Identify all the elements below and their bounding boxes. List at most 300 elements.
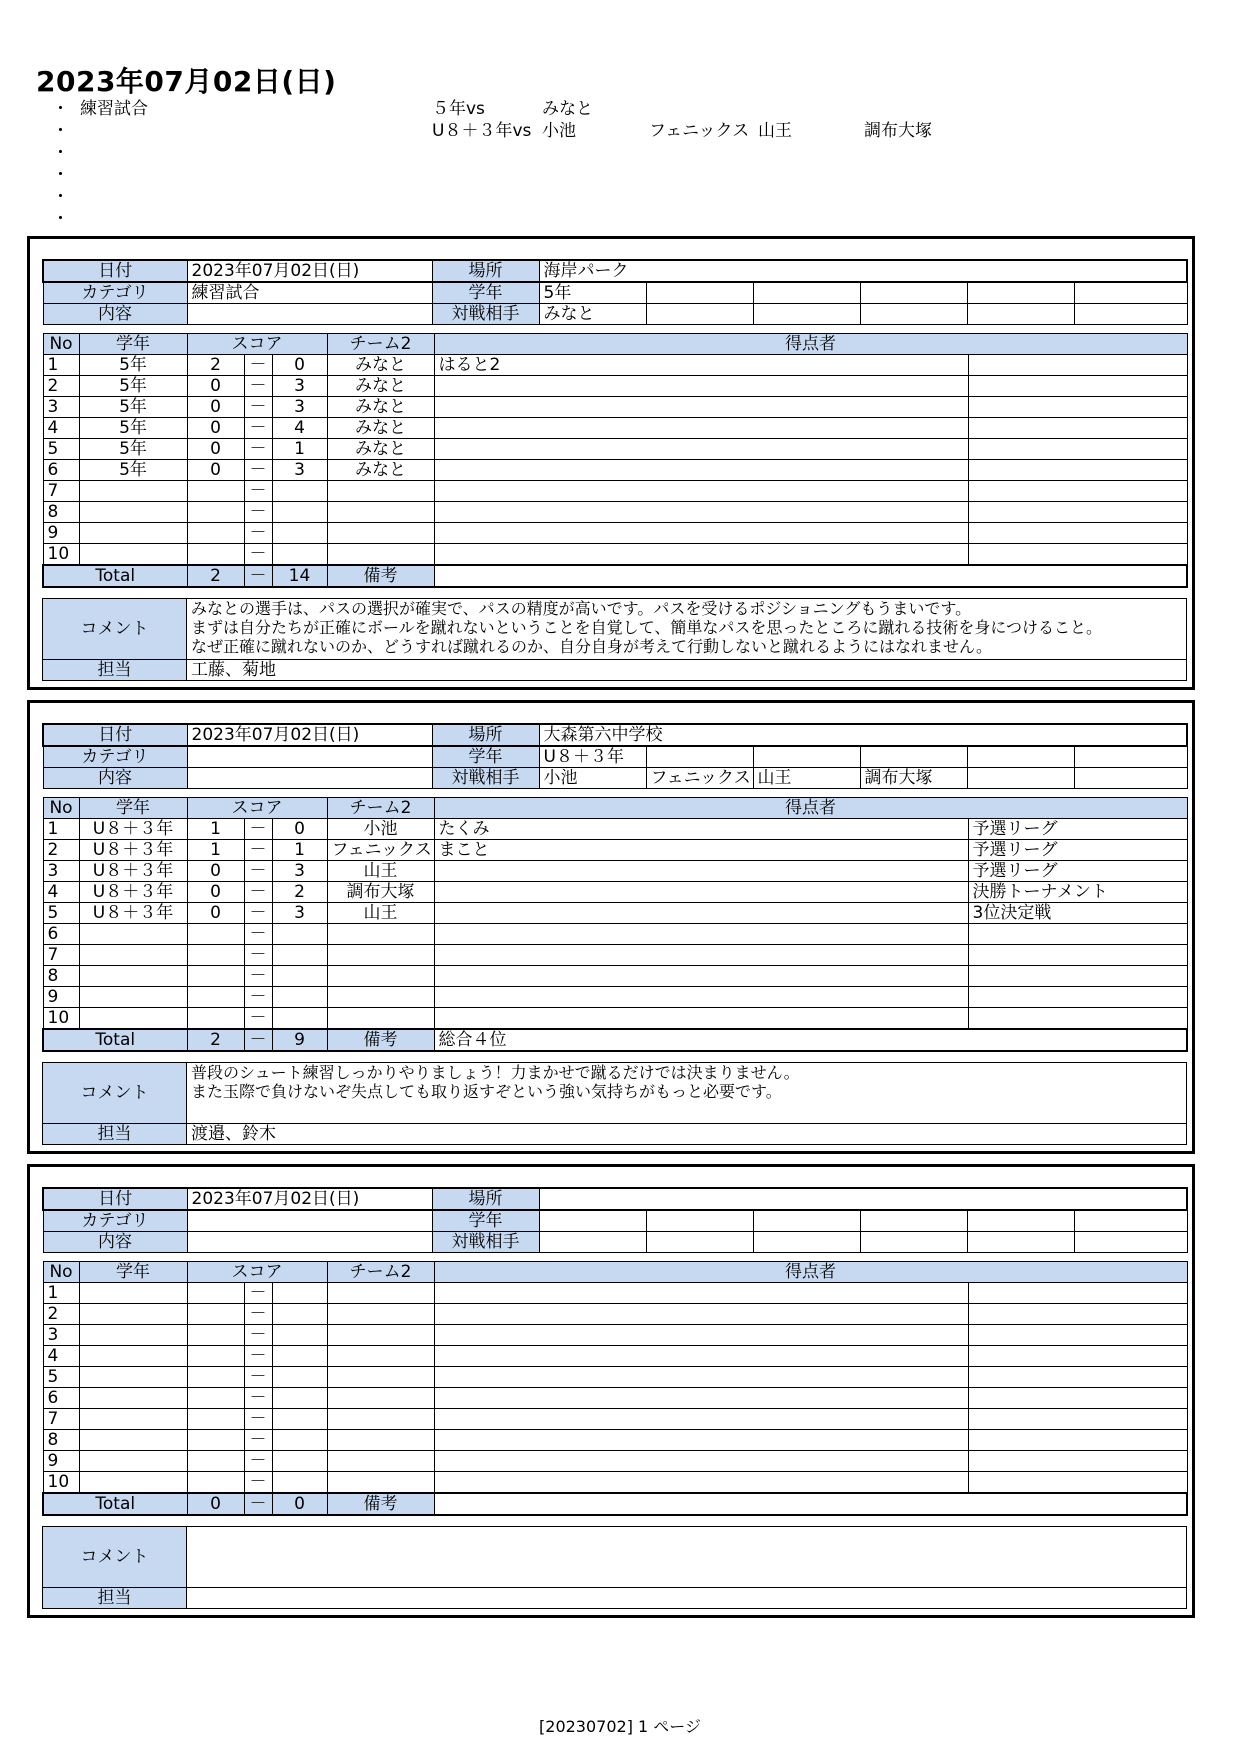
score-dash: － [244,903,272,924]
team2-name: みなと [327,439,434,460]
match-note [968,1472,1187,1494]
match-grade [79,1008,187,1030]
place-label: 場所 [432,1188,539,1210]
comment-label: コメント [43,1527,187,1588]
match-no: 7 [43,481,79,502]
match-note [968,1430,1187,1451]
team2-header: チーム2 [327,798,434,819]
match-grade [79,1283,187,1304]
no-header: No [43,798,79,819]
score-home: 0 [187,882,244,903]
score-away: 3 [272,861,327,882]
match-note [968,439,1187,460]
comment-line: みなとの選手は、パスの選択が確実で、パスの精度が高いです。パスを受けるポジショニングもうまいです。 [191,599,972,618]
empty-cell [1074,1210,1187,1232]
table-row [43,502,1187,523]
score-home: 0 [187,418,244,439]
match-grade: U８＋３年 [79,819,187,840]
summary-row [52,186,1152,208]
scorers [434,1325,968,1346]
score-dash: － [244,966,272,987]
score-dash: － [244,840,272,861]
summary-match: U８＋３年vs [432,121,532,141]
match-grade [79,1304,187,1325]
grade-header: 学年 [79,798,187,819]
remarks-value [434,565,1187,587]
content-label: 内容 [43,304,187,325]
score-dash: － [244,861,272,882]
match-note [968,355,1187,376]
score-away: 3 [272,460,327,481]
team2-name: みなと [327,376,434,397]
match-note: 3位決定戦 [968,903,1187,924]
scorers [434,460,968,481]
place-value: 海岸パーク [539,260,1187,282]
total-label: Total [43,1029,187,1051]
scorers [434,903,968,924]
table-row [43,1388,1187,1409]
match-note [968,523,1187,544]
opponent-value [646,304,753,325]
table-row [43,376,1187,397]
scorers [434,418,968,439]
table-row [43,1008,1187,1030]
table-row [43,987,1187,1008]
opponent-value [860,1232,967,1253]
score-away: 3 [272,903,327,924]
team2-name [327,1451,434,1472]
match-no: 5 [43,1367,79,1388]
empty-cell [860,1210,967,1232]
team2-header: チーム2 [327,334,434,355]
match-grade [79,945,187,966]
page-footer: [20230702] 1 ページ [539,1717,701,1736]
team2-name [327,945,434,966]
match-note [968,1451,1187,1472]
staff-value: 渡邉、鈴木 [187,1124,1187,1145]
scorers [434,966,968,987]
match-grade: 5年 [79,397,187,418]
empty-cell [860,746,967,768]
score-dash: － [244,481,272,502]
grade-label: 学年 [432,1210,539,1232]
match-note [968,376,1187,397]
staff-label: 担当 [43,1124,187,1145]
match-note: 予選リーグ [968,861,1187,882]
table-row [43,1346,1187,1367]
match-grade: 5年 [79,376,187,397]
table-row [43,966,1187,987]
table-row [43,882,1187,903]
match-record-card [27,700,1195,1154]
table-row [43,1409,1187,1430]
match-grade [79,523,187,544]
score-dash: － [244,1430,272,1451]
match-no: 1 [43,355,79,376]
content-value [187,304,432,325]
match-grade: U８＋３年 [79,840,187,861]
match-no: 10 [43,1472,79,1494]
scorers-header: 得点者 [434,334,1187,355]
total-home: 0 [187,1493,244,1515]
match-no: 2 [43,840,79,861]
score-dash: － [244,376,272,397]
score-dash: － [244,397,272,418]
match-grade: 5年 [79,418,187,439]
grade-value [539,1210,646,1232]
score-dash: － [244,1325,272,1346]
scorers [434,1472,968,1494]
empty-cell [753,282,860,304]
score-home [187,481,244,502]
category-value [187,746,432,768]
remarks-value: 総合４位 [434,1029,1187,1051]
total-dash: － [244,565,272,587]
no-header: No [43,334,79,355]
score-home: 1 [187,840,244,861]
date-value: 2023年07月02日(日) [187,260,432,282]
date-value: 2023年07月02日(日) [187,1188,432,1210]
table-row [43,819,1187,840]
match-note [968,418,1187,439]
score-dash: － [244,1388,272,1409]
scorers: まこと [434,840,968,861]
score-away: 3 [272,397,327,418]
grade-label: 学年 [432,282,539,304]
score-home [187,1346,244,1367]
score-dash: － [244,1346,272,1367]
bullet: ・ [52,121,69,141]
table-row [43,481,1187,502]
opponent-value [539,1232,646,1253]
team2-name [327,924,434,945]
table-row [43,1325,1187,1346]
opponent-value [967,304,1074,325]
match-grade [79,1367,187,1388]
comment-line [191,1546,1182,1565]
grade-header: 学年 [79,334,187,355]
summary-opponent: 山王 [758,121,792,141]
match-no: 10 [43,544,79,566]
scorers-header: 得点者 [434,1262,1187,1283]
comment-table [42,598,1187,681]
comment-line [191,1101,1182,1120]
remarks-value [434,1493,1187,1515]
summary-opponent: 小池 [542,121,576,141]
match-no: 6 [43,1388,79,1409]
score-dash: － [244,355,272,376]
score-home [187,1283,244,1304]
match-no: 4 [43,882,79,903]
scorers [434,439,968,460]
match-record-card [27,236,1195,690]
match-grade [79,1430,187,1451]
score-away: 4 [272,418,327,439]
team2-name [327,987,434,1008]
staff-value [187,1588,1187,1609]
team2-name: みなと [327,460,434,481]
table-row [43,1283,1187,1304]
score-header: スコア [187,798,327,819]
match-info-table [42,259,1188,325]
match-no: 9 [43,523,79,544]
score-away [272,1008,327,1030]
score-away: 0 [272,819,327,840]
opponent-label: 対戦相手 [432,304,539,325]
total-label: Total [43,1493,187,1515]
match-score-table [42,797,1188,1052]
score-away: 1 [272,439,327,460]
score-dash: － [244,544,272,566]
total-dash: － [244,1029,272,1051]
match-no: 5 [43,439,79,460]
score-away [272,1472,327,1494]
scorers [434,397,968,418]
team2-name: 山王 [327,903,434,924]
match-no: 9 [43,987,79,1008]
score-home [187,945,244,966]
match-no: 4 [43,1346,79,1367]
category-value: 練習試合 [187,282,432,304]
match-grade: 5年 [79,439,187,460]
score-away: 0 [272,355,327,376]
empty-cell [860,282,967,304]
score-away [272,1430,327,1451]
content-value [187,1232,432,1253]
empty-cell [967,746,1074,768]
empty-cell [646,746,753,768]
scorers [434,481,968,502]
match-note [968,1325,1187,1346]
match-note [968,1304,1187,1325]
empty-cell [967,282,1074,304]
score-dash: － [244,1304,272,1325]
empty-cell [1074,282,1187,304]
bullet: ・ [52,143,69,163]
score-home: 0 [187,397,244,418]
category-label: カテゴリ [43,282,187,304]
match-note [968,1283,1187,1304]
comment-line: なぜ正確に蹴れないのか、どうすれば蹴れるのか、自分自身が考えて行動しないと蹴れるようにはなれません。 [191,637,992,656]
staff-label: 担当 [43,660,187,681]
team2-name [327,1367,434,1388]
summary-opponent: 調布大塚 [864,121,932,141]
total-label: Total [43,565,187,587]
remarks-label: 備考 [327,565,434,587]
match-grade [79,1346,187,1367]
table-row [43,439,1187,460]
score-dash: － [244,924,272,945]
summary-row [52,98,1152,120]
match-note [968,1367,1187,1388]
score-dash: － [244,1472,272,1494]
comment-text [187,1063,1187,1124]
match-grade [79,1451,187,1472]
empty-cell [646,1210,753,1232]
summary-row [52,142,1152,164]
scorers [434,924,968,945]
score-home: 0 [187,460,244,481]
table-row [43,903,1187,924]
score-home [187,1388,244,1409]
opponent-value: 調布大塚 [860,768,967,789]
score-home [187,523,244,544]
team2-name [327,1409,434,1430]
score-home [187,966,244,987]
scorers [434,945,968,966]
team2-name [327,1430,434,1451]
category-value [187,1210,432,1232]
opponent-value: 山王 [753,768,860,789]
table-row [43,840,1187,861]
total-away: 14 [272,565,327,587]
staff-value: 工藤、菊地 [187,660,1187,681]
match-grade: U８＋３年 [79,861,187,882]
score-dash: － [244,1283,272,1304]
match-grade [79,502,187,523]
empty-cell [1074,746,1187,768]
scorers [434,523,968,544]
team2-name [327,523,434,544]
empty-cell [1074,304,1187,325]
table-row [43,544,1187,566]
scorers [434,376,968,397]
table-row [43,1472,1187,1494]
score-home [187,1451,244,1472]
match-note [968,1409,1187,1430]
scorers: たくみ [434,819,968,840]
score-dash: － [244,502,272,523]
comment-line: また玉際で負けないぞ失点しても取り返すぞという強い気持ちがもっと必要です。 [191,1082,782,1101]
score-dash: － [244,460,272,481]
opponent-label: 対戦相手 [432,1232,539,1253]
match-note [968,397,1187,418]
content-label: 内容 [43,1232,187,1253]
scorers [434,502,968,523]
scorers [434,861,968,882]
place-value: 大森第六中学校 [539,724,1187,746]
opponent-value [753,304,860,325]
match-grade [79,1325,187,1346]
empty-cell [1074,768,1187,789]
scorers [434,1346,968,1367]
date-label: 日付 [43,724,187,746]
team2-name: みなと [327,397,434,418]
score-away: 3 [272,376,327,397]
match-grade [79,481,187,502]
table-row [43,1430,1187,1451]
score-dash: － [244,987,272,1008]
match-grade [79,1472,187,1494]
match-summary [52,98,1152,230]
grade-value: 5年 [539,282,646,304]
place-label: 場所 [432,724,539,746]
table-row [43,418,1187,439]
score-dash: － [244,439,272,460]
table-row [43,460,1187,481]
match-no: 4 [43,418,79,439]
score-home [187,1409,244,1430]
match-grade [79,966,187,987]
match-grade [79,924,187,945]
match-score-table [42,1261,1188,1516]
total-home: 2 [187,565,244,587]
team2-name [327,1304,434,1325]
grade-value: U８＋３年 [539,746,646,768]
match-no: 7 [43,1409,79,1430]
match-note: 決勝トーナメント [968,882,1187,903]
team2-name [327,1388,434,1409]
comment-line: 普段のシュート練習しっかりやりましょう！力まかせで蹴るだけでは決まりません。 [191,1063,800,1082]
empty-cell [967,1210,1074,1232]
staff-label: 担当 [43,1588,187,1609]
grade-header: 学年 [79,1262,187,1283]
team2-name [327,1008,434,1030]
match-no: 8 [43,1430,79,1451]
score-dash: － [244,1367,272,1388]
scorers [434,1304,968,1325]
match-no: 1 [43,819,79,840]
score-home [187,1008,244,1030]
score-away: 2 [272,882,327,903]
match-note: 予選リーグ [968,840,1187,861]
place-value [539,1188,1187,1210]
match-note: 予選リーグ [968,819,1187,840]
score-home [187,924,244,945]
score-home [187,1304,244,1325]
scorers [434,544,968,566]
table-row [43,1304,1187,1325]
scorers [434,987,968,1008]
match-note [968,1388,1187,1409]
scorers [434,1409,968,1430]
score-header: スコア [187,334,327,355]
score-home [187,1367,244,1388]
content-label: 内容 [43,768,187,789]
match-note [968,1346,1187,1367]
date-value: 2023年07月02日(日) [187,724,432,746]
match-grade: U８＋３年 [79,882,187,903]
match-note [968,924,1187,945]
score-home: 0 [187,439,244,460]
summary-row [52,120,1152,142]
match-no: 1 [43,1283,79,1304]
scorers [434,1451,968,1472]
score-home [187,1430,244,1451]
comment-label: コメント [43,599,187,660]
category-label: カテゴリ [43,1210,187,1232]
team2-name: フェニックス [327,840,434,861]
score-away [272,924,327,945]
scorers: はると2 [434,355,968,376]
opponent-value: 小池 [539,768,646,789]
remarks-label: 備考 [327,1029,434,1051]
score-away [272,1304,327,1325]
scorers [434,1008,968,1030]
score-away: 1 [272,840,327,861]
scorers [434,1367,968,1388]
match-score-table [42,333,1188,588]
summary-row [52,208,1152,230]
match-no: 6 [43,924,79,945]
match-grade: U８＋３年 [79,903,187,924]
match-grade [79,1388,187,1409]
bullet: ・ [52,165,69,185]
score-away [272,1325,327,1346]
score-away [272,1367,327,1388]
team2-name: 調布大塚 [327,882,434,903]
table-row [43,861,1187,882]
